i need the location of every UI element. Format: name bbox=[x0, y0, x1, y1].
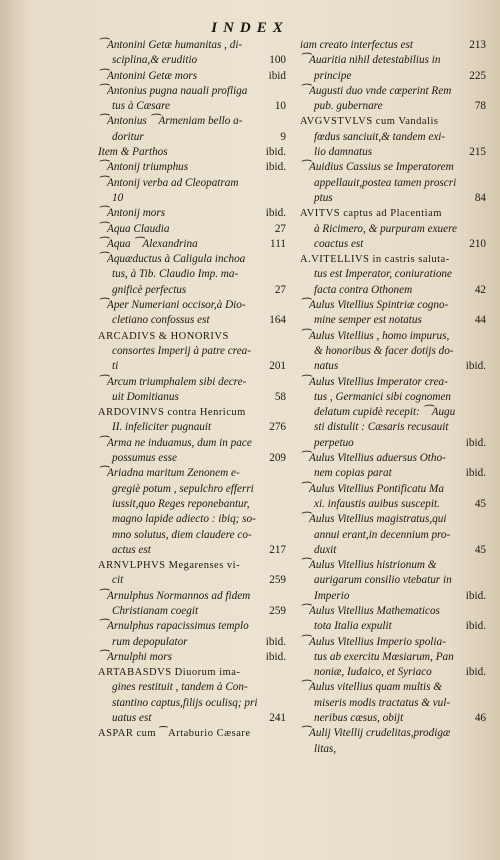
page-header: INDEX bbox=[211, 20, 289, 36]
index-entry-text: ⁀Arnulphus Normannos ad fidem bbox=[98, 589, 251, 602]
index-entry-text: ⁀Aqua ⁀Alexandrina bbox=[98, 237, 198, 250]
index-line bbox=[300, 420, 490, 435]
index-line bbox=[98, 680, 290, 695]
page-reference: 27 bbox=[274, 283, 286, 296]
page-reference: 111 bbox=[270, 237, 286, 250]
index-line bbox=[98, 237, 290, 252]
page-reference: 84 bbox=[474, 191, 486, 204]
page-reference: 27 bbox=[274, 222, 286, 235]
index-entry-text: Imperio bbox=[314, 589, 350, 602]
index-line bbox=[300, 543, 490, 558]
index-line bbox=[98, 558, 290, 573]
index-entry-text: mno solutus, diem claudere co‑ bbox=[112, 528, 252, 541]
index-line bbox=[300, 114, 490, 129]
index-line bbox=[98, 696, 290, 711]
index-line bbox=[300, 405, 490, 420]
index-line bbox=[300, 497, 490, 512]
index-entry-text: ptus bbox=[314, 191, 333, 204]
index-entry-text: ⁀Antonius pugna nauali profliga bbox=[98, 84, 248, 97]
index-entry-text: lio damnatus bbox=[314, 146, 373, 159]
index-line bbox=[300, 696, 490, 711]
index-entry-text: stantino captus,filijs oculisq; pri bbox=[112, 696, 258, 709]
index-line bbox=[300, 191, 490, 206]
index-line bbox=[98, 84, 290, 99]
index-line bbox=[300, 604, 490, 619]
index-entry-text: sciplina,& eruditio bbox=[112, 54, 198, 67]
index-line bbox=[300, 84, 490, 99]
index-line bbox=[98, 711, 290, 726]
index-line bbox=[98, 726, 290, 741]
index-entry-text: ⁀Arnulphi mors bbox=[98, 650, 172, 663]
page-reference: ibid. bbox=[465, 360, 486, 373]
index-entry-text: A.VITELLIVS in castris saluta‑ bbox=[300, 254, 450, 266]
index-line bbox=[300, 53, 490, 68]
index-entry-text: 10 bbox=[112, 191, 124, 204]
index-entry-text: duxit bbox=[314, 543, 337, 556]
page-reference: 46 bbox=[474, 712, 486, 725]
index-entry-text: ⁀Ariadna maritum Zenonem e‑ bbox=[98, 467, 240, 480]
index-entry-text: aurigarum consilio vtebatur in bbox=[314, 574, 452, 587]
page-reference: 210 bbox=[469, 237, 486, 250]
index-entry-text: sti distulit : Cæsaris recusauit bbox=[314, 421, 449, 434]
page-reference: ibid. bbox=[465, 467, 486, 480]
index-line bbox=[300, 298, 490, 313]
index-line bbox=[98, 283, 290, 298]
index-line bbox=[98, 635, 290, 650]
page-reference: 225 bbox=[469, 69, 486, 82]
index-entry-text: ⁀Auaritia nihil detestabilius in bbox=[300, 54, 441, 67]
index-line bbox=[300, 742, 490, 757]
index-entry-text: Item & Parthos bbox=[98, 146, 168, 159]
index-line bbox=[300, 635, 490, 650]
index-line bbox=[98, 99, 290, 114]
page-reference: ibid. bbox=[265, 161, 286, 174]
index-line bbox=[300, 176, 490, 191]
index-line bbox=[300, 619, 490, 634]
index-entry-text: ⁀Antonini Getæ mors bbox=[98, 69, 198, 82]
index-entry-text: ⁀Arma ne induamus, dum in pace bbox=[98, 436, 252, 449]
index-entry-text: ⁀Aulus Vitellius histrionum & bbox=[300, 559, 437, 572]
index-entry-text: perpetuo bbox=[314, 436, 354, 449]
index-entry-text: uatus est bbox=[112, 712, 152, 725]
index-line bbox=[300, 145, 490, 160]
index-line bbox=[300, 665, 490, 680]
index-line bbox=[98, 528, 290, 543]
index-entry-text: ⁀Aquæductus à Caligula inchoa bbox=[98, 253, 246, 266]
index-line bbox=[98, 344, 290, 359]
index-line bbox=[300, 451, 490, 466]
index-line bbox=[300, 650, 490, 665]
index-line bbox=[300, 512, 490, 527]
index-line bbox=[98, 130, 290, 145]
index-line bbox=[300, 99, 490, 114]
index-line bbox=[98, 589, 290, 604]
index-entry-text: tota Italia expulit bbox=[314, 620, 392, 633]
index-line bbox=[98, 53, 290, 68]
index-line bbox=[98, 267, 290, 282]
index-line bbox=[98, 604, 290, 619]
page-reference: 10 bbox=[274, 100, 286, 113]
index-line bbox=[300, 38, 490, 53]
index-entry-text: annui erant,in decennium pro‑ bbox=[314, 528, 451, 541]
index-entry-text: rum depopulator bbox=[112, 635, 188, 648]
index-entry-text: ti bbox=[112, 360, 119, 373]
index-line bbox=[98, 359, 290, 374]
index-entry-text: pub. gubernare bbox=[314, 100, 383, 113]
index-line bbox=[300, 711, 490, 726]
index-line bbox=[98, 420, 290, 435]
index-entry-text: principe bbox=[314, 69, 352, 82]
index-line bbox=[98, 482, 290, 497]
index-line bbox=[300, 69, 490, 84]
index-entry-text: ⁀Auidius Cassius se Imperatorem bbox=[300, 161, 454, 174]
index-line bbox=[98, 313, 290, 328]
index-entry-text: coactus est bbox=[314, 237, 364, 250]
index-entry-text: iussit,quo Reges reponebantur, bbox=[112, 497, 250, 510]
page-reference: 217 bbox=[269, 543, 286, 556]
index-line bbox=[300, 222, 490, 237]
index-entry-text: ARCADIVS & HONORIVS bbox=[98, 330, 229, 342]
index-line bbox=[300, 375, 490, 390]
index-entry-text: tus , Germanici sibi cognomen bbox=[314, 390, 452, 403]
page-reference: 209 bbox=[269, 452, 286, 465]
index-line bbox=[98, 38, 290, 53]
index-line bbox=[98, 436, 290, 451]
index-line bbox=[300, 726, 490, 741]
page-reference: ibid. bbox=[265, 650, 286, 663]
index-column-right bbox=[300, 38, 490, 757]
index-entry-text: tus est Imperator, coniuratione bbox=[314, 268, 452, 281]
index-line bbox=[300, 466, 490, 481]
index-line bbox=[300, 313, 490, 328]
index-entry-text: litas, bbox=[314, 742, 337, 755]
index-entry-text: ⁀Aulus Vitellius magistratus,qui bbox=[300, 513, 447, 526]
index-entry-text: AVITVS captus ad Placentiam bbox=[300, 208, 442, 220]
page-reference: 9 bbox=[280, 130, 286, 143]
index-line bbox=[300, 359, 490, 374]
index-entry-text: à Ricimero, & purpuram exuere bbox=[314, 222, 458, 235]
page-reference: 45 bbox=[474, 543, 486, 556]
page-reference: 100 bbox=[269, 54, 286, 67]
index-entry-text: ⁀Antonius ⁀Armeniam bello a‑ bbox=[98, 115, 243, 128]
index-line bbox=[300, 680, 490, 695]
index-entry-text: tus, à Tib. Claudio Imp. ma‑ bbox=[112, 268, 239, 281]
index-line bbox=[98, 573, 290, 588]
page-reference: 42 bbox=[474, 283, 486, 296]
index-entry-text: ARTABASDVS Diuorum ima‑ bbox=[98, 667, 241, 679]
index-entry-text: natus bbox=[314, 360, 339, 373]
index-entry-text: nem copias parat bbox=[314, 467, 392, 480]
index-entry-text: gines restituit , tandem à Con‑ bbox=[112, 681, 248, 694]
page-reference: 44 bbox=[474, 314, 486, 327]
index-entry-text: cit bbox=[112, 574, 124, 587]
index-entry-text: possumus esse bbox=[112, 452, 177, 465]
index-entry-text: ⁀Aulus Vitellius Imperator crea‑ bbox=[300, 375, 448, 388]
index-entry-text: magno lapide adiecto : ibiq; so‑ bbox=[112, 513, 256, 526]
index-line bbox=[300, 390, 490, 405]
index-line bbox=[300, 267, 490, 282]
index-entry-text: ⁀Aulus Vitellius Spintriæ cogno‑ bbox=[300, 299, 449, 312]
page-reference: 241 bbox=[269, 712, 286, 725]
page-reference: ibid. bbox=[465, 589, 486, 602]
index-line bbox=[300, 160, 490, 175]
index-entry-text: ⁀Aulij Vitellij crudelitas,prodigæ bbox=[300, 727, 451, 740]
page-reference: 78 bbox=[474, 100, 486, 113]
index-entry-text: tus ab exercitu Mœsiarum, Pan bbox=[314, 650, 454, 663]
index-line bbox=[98, 466, 290, 481]
index-line bbox=[98, 176, 290, 191]
index-entry-text: ⁀Aulus Vitellius Pontificatu Ma bbox=[300, 482, 444, 495]
index-line bbox=[98, 145, 290, 160]
index-entry-text: noniæ, Iudaico, et Syriaco bbox=[314, 666, 432, 679]
index-column-left bbox=[98, 38, 290, 742]
page-reference: ibid. bbox=[465, 620, 486, 633]
index-line bbox=[300, 130, 490, 145]
index-line bbox=[98, 206, 290, 221]
index-entry-text: gnificè perfectus bbox=[112, 283, 187, 296]
page-reference: ibid. bbox=[265, 207, 286, 220]
index-line bbox=[98, 497, 290, 512]
index-line bbox=[300, 573, 490, 588]
page-reference: 215 bbox=[469, 146, 486, 159]
index-entry-text: tus à Cæsare bbox=[112, 100, 171, 113]
index-line bbox=[98, 375, 290, 390]
page-reference: 276 bbox=[269, 421, 286, 434]
index-line bbox=[98, 543, 290, 558]
index-line bbox=[98, 405, 290, 420]
index-line bbox=[98, 619, 290, 634]
index-line bbox=[98, 390, 290, 405]
index-entry-text: ⁀Antonij mors bbox=[98, 207, 166, 220]
index-entry-text: ⁀Aulus Vitellius Mathematicos bbox=[300, 604, 440, 617]
index-entry-text: gregiè potum , sepulchro efferri bbox=[112, 482, 254, 495]
page-reference: ibid. bbox=[465, 666, 486, 679]
index-line bbox=[98, 298, 290, 313]
index-line bbox=[300, 482, 490, 497]
index-line bbox=[300, 344, 490, 359]
index-line bbox=[98, 329, 290, 344]
index-line bbox=[98, 191, 290, 206]
index-entry-text: neribus cæsus, obijt bbox=[314, 712, 404, 725]
index-entry-text: consortes Imperij à patre crea‑ bbox=[112, 344, 251, 357]
page-reference: ibid. bbox=[265, 635, 286, 648]
index-line bbox=[98, 252, 290, 267]
index-line bbox=[98, 114, 290, 129]
index-entry-text: ⁀Aulus Vitellius , homo impurus, bbox=[300, 329, 450, 342]
index-entry-text: fœdus sanciuit,& tandem exi‑ bbox=[314, 130, 446, 143]
index-line bbox=[300, 558, 490, 573]
index-entry-text: ARDOVINVS contra Henricum bbox=[98, 407, 246, 419]
index-entry-text: ⁀Augusti duo vnde cœperint Rem bbox=[300, 84, 452, 97]
index-line bbox=[300, 329, 490, 344]
page-reference: ibid bbox=[268, 69, 286, 82]
index-entry-text: & honoribus & facer dotijs do‑ bbox=[314, 344, 454, 357]
page-reference: ibid. bbox=[465, 436, 486, 449]
page-reference: 58 bbox=[274, 390, 286, 403]
index-entry-text: facta contra Othonem bbox=[314, 283, 413, 296]
index-entry-text: ⁀Antonij triumphus bbox=[98, 161, 189, 174]
index-entry-text: Christianam coegit bbox=[112, 604, 199, 617]
index-entry-text: ASPAR cum ⁀Artaburio Cæsare bbox=[98, 728, 251, 740]
index-line bbox=[98, 650, 290, 665]
index-entry-text: ⁀Aqua Claudia bbox=[98, 222, 170, 235]
index-line bbox=[98, 665, 290, 680]
index-entry-text: ⁀Aper Numeriani occisor,à Dio‑ bbox=[98, 299, 246, 312]
index-entry-text: ⁀Arcum triumphalem sibi decre‑ bbox=[98, 375, 247, 388]
index-entry-text: delatum cupidè recepit: ⁀Augu bbox=[314, 406, 456, 419]
index-entry-text: ARNVLPHVS Megarenses vi‑ bbox=[98, 560, 241, 572]
index-entry-text: ⁀Aulus Vitellius Imperio spolia‑ bbox=[300, 635, 446, 648]
index-entry-text: uit Domitianus bbox=[112, 390, 179, 403]
index-line bbox=[300, 589, 490, 604]
page-reference: 213 bbox=[469, 39, 486, 51]
index-line bbox=[300, 206, 490, 221]
index-entry-text: iam creato interfectus est bbox=[300, 39, 413, 51]
index-entry-text: doritur bbox=[112, 130, 144, 143]
index-line bbox=[98, 160, 290, 175]
index-entry-text: cletiano confossus est bbox=[112, 314, 210, 327]
index-line bbox=[300, 283, 490, 298]
index-entry-text: ⁀Aulus Vitellius aduersus Otho‑ bbox=[300, 452, 446, 465]
index-entry-text: II. infeliciter pugnauit bbox=[112, 421, 212, 434]
index-entry-text: mine semper est notatus bbox=[314, 314, 422, 327]
page-reference: 259 bbox=[269, 574, 286, 587]
index-entry-text: ⁀Antonij verba ad Cleopatram bbox=[98, 176, 239, 189]
index-entry-text: ⁀Aulus vitellius quam multis & bbox=[300, 681, 442, 694]
index-entry-text: AVGVSTVLVS cum Vandalis bbox=[300, 116, 439, 128]
index-line bbox=[300, 436, 490, 451]
index-line bbox=[98, 69, 290, 84]
index-line bbox=[300, 528, 490, 543]
page-reference: 45 bbox=[474, 497, 486, 510]
index-line bbox=[98, 222, 290, 237]
index-line bbox=[98, 451, 290, 466]
page-reference: 201 bbox=[269, 360, 286, 373]
index-line bbox=[300, 237, 490, 252]
index-entry-text: appellauit,postea tamen proscri bbox=[314, 176, 457, 189]
page-reference: 164 bbox=[269, 314, 286, 327]
index-line bbox=[98, 512, 290, 527]
page-reference: 259 bbox=[269, 604, 286, 617]
index-entry-text: ⁀Arnulphus rapacissimus templo bbox=[98, 620, 249, 633]
index-entry-text: ⁀Antonini Getæ humanitas , di‑ bbox=[98, 39, 243, 51]
index-entry-text: xi. infaustis auibus suscepit. bbox=[314, 497, 440, 510]
index-line bbox=[300, 252, 490, 267]
index-entry-text: actus est bbox=[112, 543, 151, 556]
page-reference: ibid. bbox=[265, 146, 286, 159]
index-entry-text: miseris modis tractatus & vul‑ bbox=[314, 696, 451, 709]
